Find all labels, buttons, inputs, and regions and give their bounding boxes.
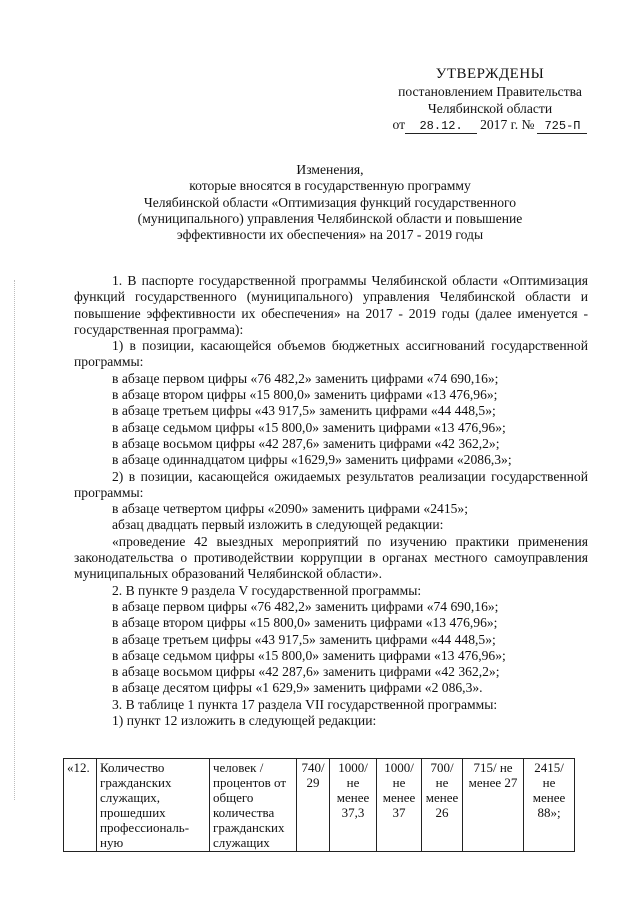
approval-year: 2017 г. № (480, 116, 535, 132)
approval-title: УТВЕРЖДЕНЫ (435, 66, 545, 82)
paragraph: в абзаце втором цифры «15 800,0» заменить цифрами «13 476,96»; (112, 615, 498, 631)
paragraph: в абзаце первом цифры «76 482,2» заменить цифрами «74 690,16»; (112, 370, 499, 386)
heading-line: Изменения, (296, 162, 364, 177)
table-cell-value: 715/ не менее 27 (463, 759, 524, 852)
paragraph: 3. В таблице 1 пункта 17 раздела VII государственной программы: (112, 696, 498, 712)
program-indicator-table (63, 758, 575, 852)
heading-line: которые вносятся в государственную программу (189, 178, 471, 194)
paragraph: в абзаце одиннадцатом цифры «1629,9» заменить цифрами «2086,3»; (112, 452, 512, 468)
paragraph: в абзаце втором цифры «15 800,0» заменить цифрами «13 476,96»; (112, 387, 498, 403)
paragraph: в абзаце четвертом цифры «2090» заменить цифрами «2415»; (112, 501, 468, 517)
paragraph: в абзаце седьмом цифры «15 800,0» заменить цифрами «13 476,96»; (112, 419, 506, 435)
paragraph: в абзаце третьем цифры «43 917,5» заменить цифрами «44 448,5»; (112, 403, 496, 419)
table-row (64, 759, 575, 852)
paragraph: 2) в позиции, касающейся ожидаемых результатов реализации государственной программы: (74, 468, 588, 500)
paragraph: 2. В пункте 9 раздела V государственной программы: (112, 582, 422, 598)
approval-line-1: постановлением Правительства (398, 84, 582, 100)
paragraph: абзац двадцать первый изложить в следующей редакции: (112, 517, 444, 533)
table-cell-unit: человек / процентов от общего количества гражданских служащих (210, 759, 297, 852)
heading-line: Челябинской области «Оптимизация функций государственного (143, 194, 517, 210)
document-body (74, 273, 588, 729)
approval-number: 725-П (537, 120, 587, 134)
table-cell-value: 2415/ не менее 88»; (524, 759, 575, 852)
table-cell-index: «12. (64, 759, 97, 852)
table-cell-value: 700/ не менее 26 (422, 759, 463, 852)
paragraph: 1) пункт 12 изложить в следующей редакции: (112, 713, 377, 729)
scan-margin-mark (14, 280, 16, 800)
paragraph: «проведение 42 выездных мероприятий по изучению практики применения законодательства о противодействии коррупции в органах местного самоуправления муниципальных образований Челябинской области». (74, 533, 588, 582)
approval-date-number-line (370, 117, 610, 134)
paragraph: 1) в позиции, касающейся объемов бюджетных ассигнований государственной программы: (74, 338, 588, 370)
approval-block (370, 66, 610, 134)
approval-prefix: от (392, 116, 406, 132)
paragraph: в абзаце третьем цифры «43 917,5» заменить цифрами «44 448,5»; (112, 631, 496, 647)
changes-heading (80, 162, 580, 243)
paragraph: 1. В паспорте государственной программы Челябинской области «Оптимизация функций государственного (муниципального) управления Челябинской области и повышение эффективности их обеспечения» на 2017 - 2019 годы (далее именуется - государственная программа): (74, 273, 588, 337)
table-cell-value: 1000/ не менее 37,3 (330, 759, 377, 852)
heading-line: (муниципального) управления Челябинской области и повышение (137, 210, 523, 226)
paragraph: в абзаце восьмом цифры «42 287,6» заменить цифрами «42 362,2»; (112, 664, 500, 680)
table-cell-indicator: Количество гражданских служащих, прошедших профессиональ-ную (97, 759, 210, 852)
paragraph: в абзаце первом цифры «76 482,2» заменить цифрами «74 690,16»; (112, 598, 499, 614)
paragraph: в абзаце седьмом цифры «15 800,0» заменить цифрами «13 476,96»; (112, 647, 506, 663)
approval-date: 28.12. (405, 120, 477, 134)
table-cell-value: 1000/ не менее 37 (377, 759, 422, 852)
table-cell-value: 740/ 29 (297, 759, 330, 852)
heading-line: эффективности их обеспечения» на 2017 - 2019 годы (176, 227, 484, 243)
paragraph: в абзаце восьмом цифры «42 287,6» заменить цифрами «42 362,2»; (112, 435, 500, 451)
paragraph: в абзаце десятом цифры «1 629,9» заменить цифрами «2 086,3». (112, 680, 483, 696)
approval-line-2: Челябинской области (427, 100, 553, 116)
